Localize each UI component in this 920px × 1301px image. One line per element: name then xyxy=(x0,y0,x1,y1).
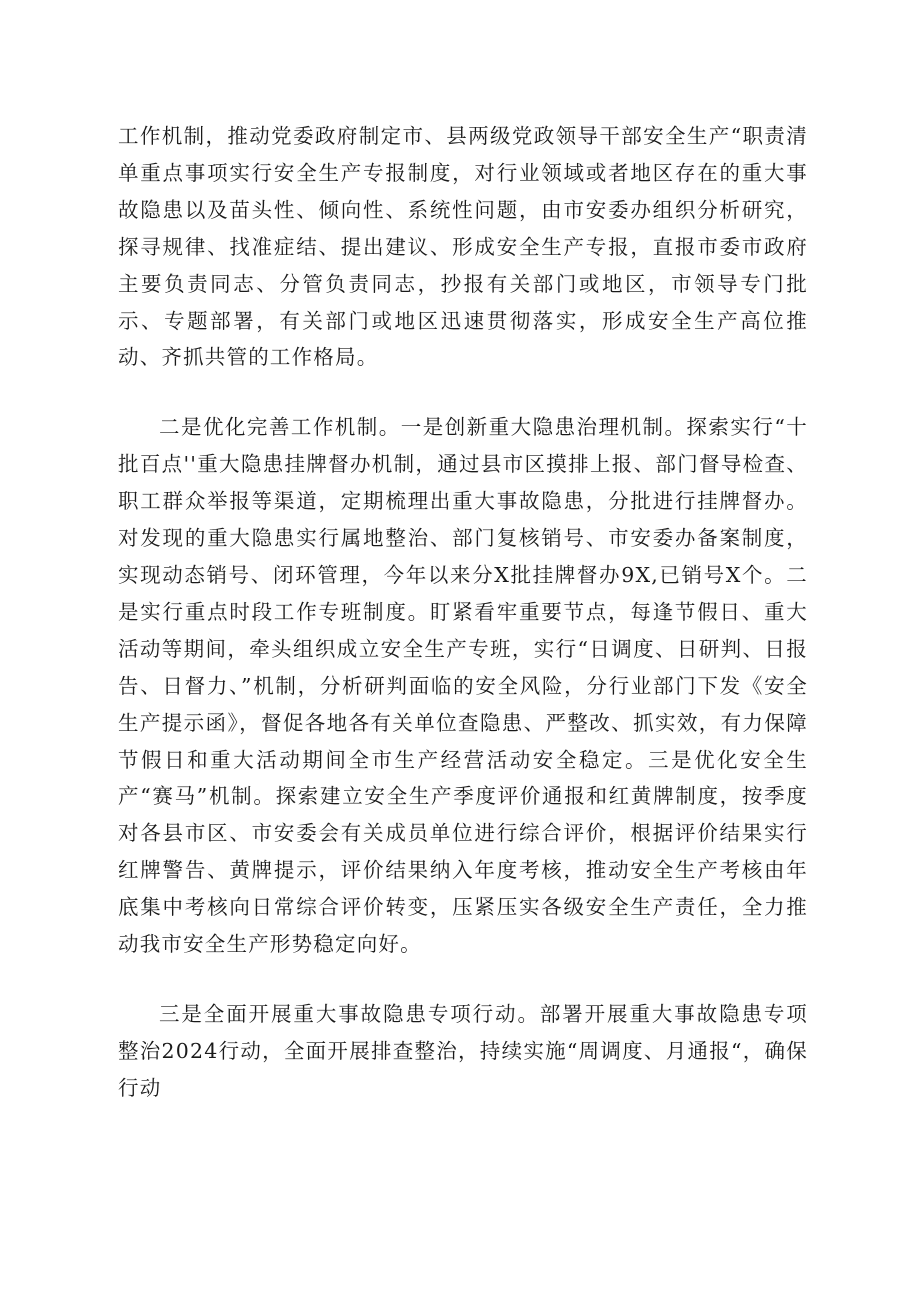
paragraph-work-mechanism: 二是优化完善工作机制。一是创新重大隐患治理机制。探索实行“十批百点''重大隐患挂牌督办机制，通过县市区摸排上报、部门督导检查、职工群众举报等渠道，定期梳理出重大事故隐患，分批进行挂牌督办。对发现的重大隐患实行属地整治、部门复核销号、市安委办备案制度，实现动态销号、闭环管理，今年以来分X批挂牌督办9X,已销号X个。二是实行重点时段工作专班制度。盯紧看牢重要节点，每逢节假日、重大活动等期间，牵头组织成立安全生产专班，实行“日调度、日研判、日报告、日督力、”机制，分析研判面临的安全风险，分行业部门下发《安全生产提示函》，督促各地各有关单位查隐患、严整改、抓实效，有力保障节假日和重大活动期间全市生产经营活动安全稳定。三是优化安全生产“赛马”机制。探索建立安全生产季度评价通报和红黄牌制度，按季度对各县市区、市安委会有关成员单位进行综合评价，根据评价结果实行红牌警告、黄牌提示，评价结果纳入年度考核，推动安全生产考核由年底集中考核向日常综合评价转变，压紧压实各级安全生产责任，全力推动我市安全生产形势稳定向好。 xyxy=(118,415,808,957)
document-body xyxy=(118,118,808,1107)
paragraph-continuation: 工作机制，推动党委政府制定市、县两级党政领导干部安全生产“职责清单重点事项实行安全生产专报制度，对行业领域或者地区存在的重大事故隐患以及苗头性、倾向性、系统性问题，由市安委办组织分析研究，探寻规律、找准症结、提出建议、形成安全生产专报，直报市委市政府主要负责同志、分管负责同志，抄报有关部门或地区，市领导专门批示、专题部署，有关部门或地区迅速贯彻落实，形成安全生产高位推动、齐抓共管的工作格局。 xyxy=(118,124,808,370)
paragraph-special-action: 三是全面开展重大事故隐患专项行动。部署开展重大事故隐患专项整治2024行动，全面开展排查整治，持续实施“周调度、月通报“，确保行动 xyxy=(118,1001,808,1100)
